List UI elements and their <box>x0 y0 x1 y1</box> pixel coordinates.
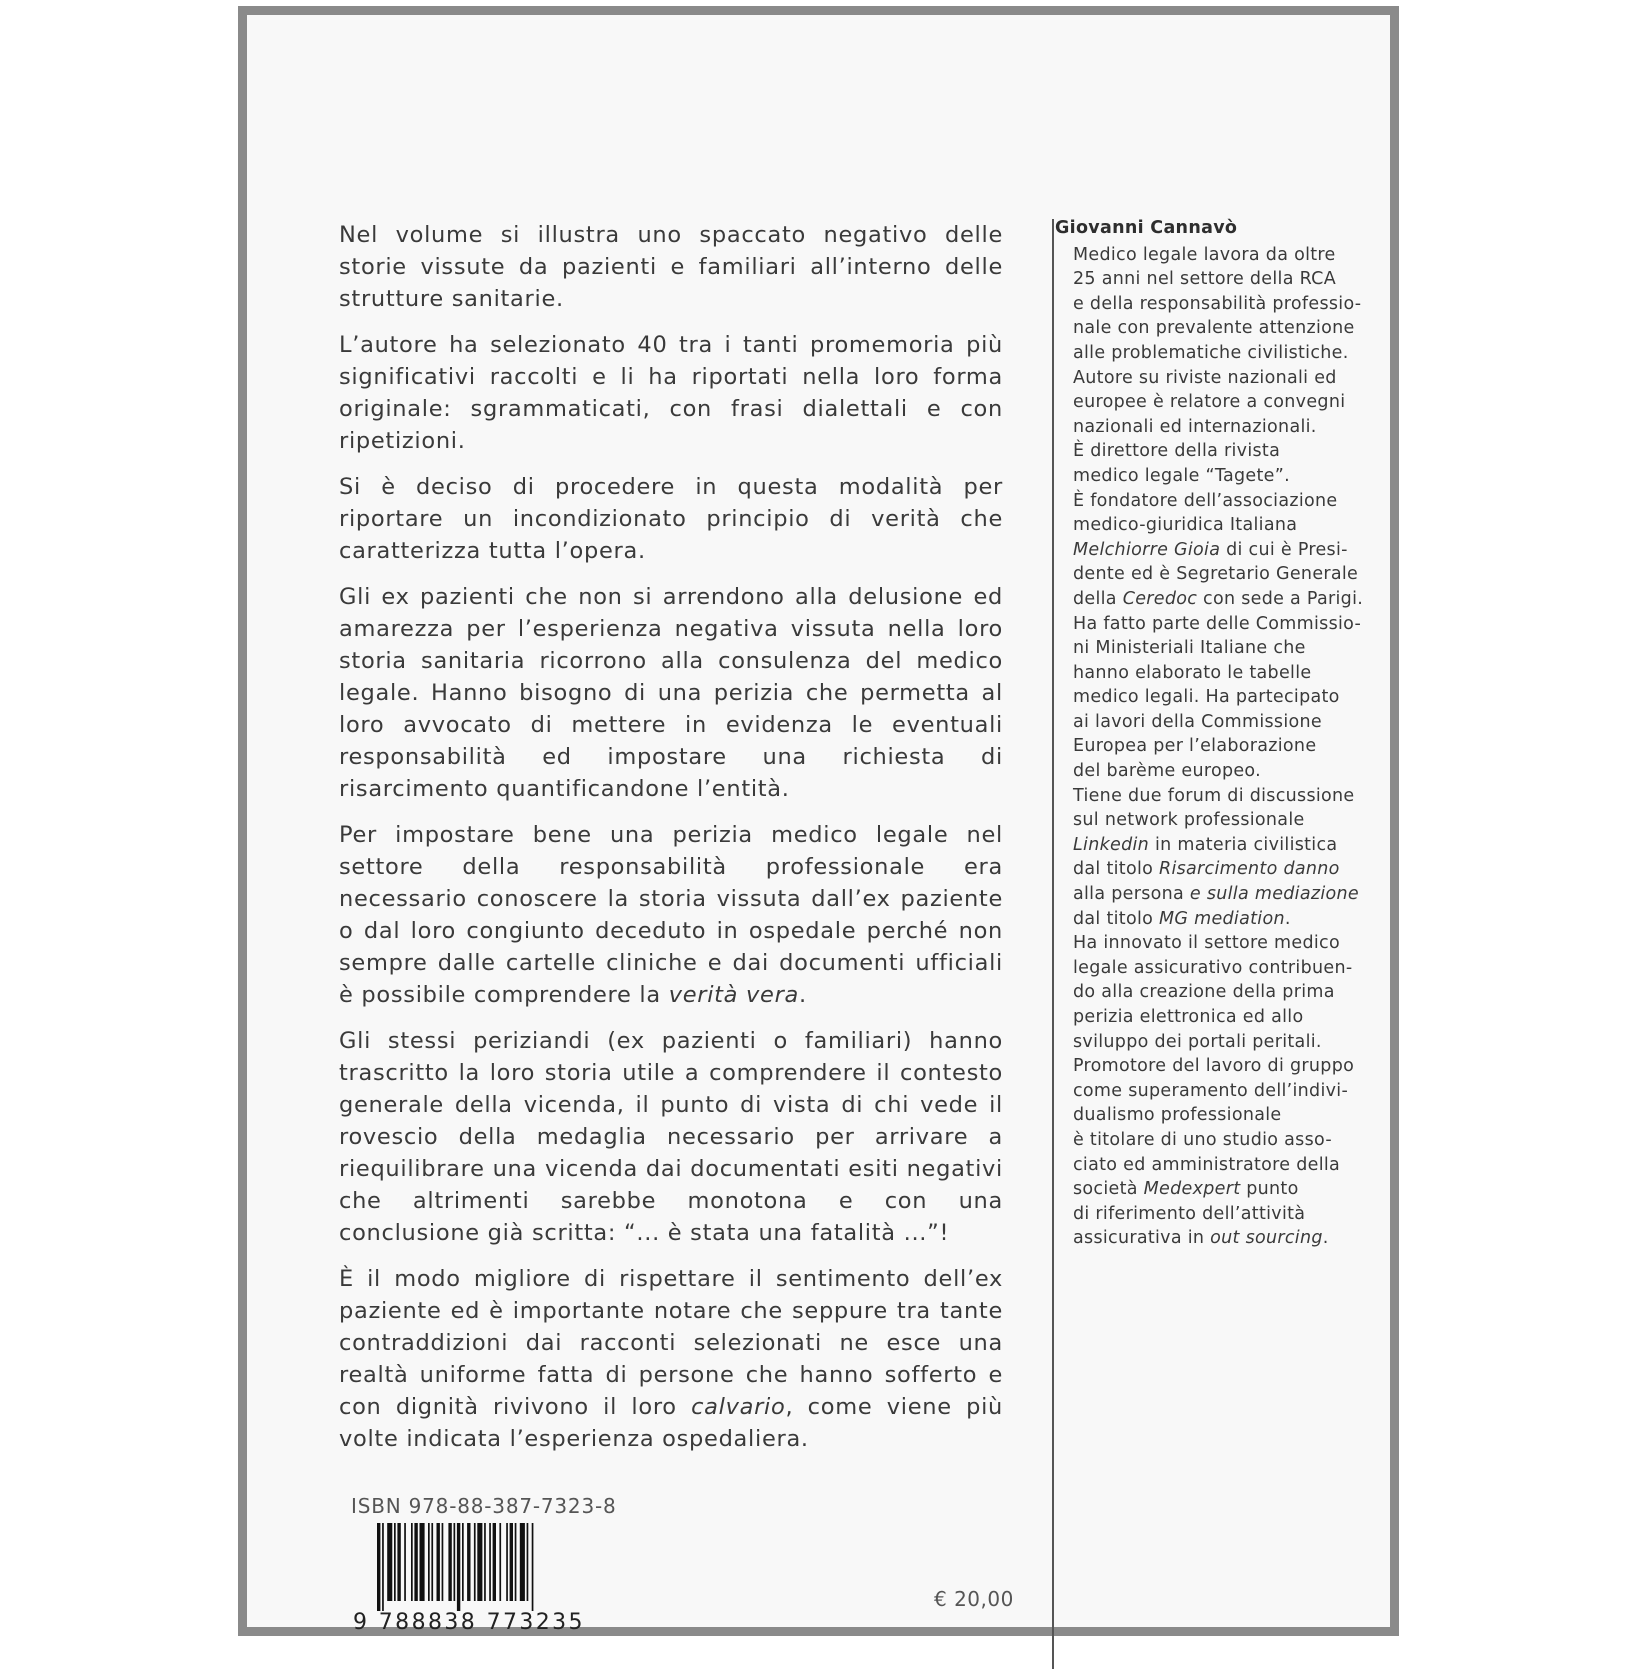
bio-text: Promotore del lavoro di gruppo <box>1073 1056 1355 1077</box>
bio-text: del barème europeo. <box>1073 761 1261 782</box>
bio-line <box>1073 833 1350 858</box>
barcode-bar <box>506 1523 508 1601</box>
author-name: Giovanni Cannavò <box>1055 218 1238 238</box>
bio-text: della <box>1073 588 1123 609</box>
bio-text: perizia elettronica ed allo <box>1073 1007 1304 1027</box>
bio-text-italic: e sulla mediazione <box>1184 884 1359 905</box>
bio-line <box>1073 1005 1350 1030</box>
price-label: € 20,00 <box>934 1587 1014 1611</box>
barcode-bar <box>489 1523 491 1601</box>
bio-text-italic: Risarcimento danno <box>1158 859 1340 880</box>
bio-text: punto <box>1240 1179 1299 1200</box>
bio-text: europee è relatore a convegni <box>1073 392 1346 413</box>
bio-text: . <box>1322 1228 1329 1249</box>
synopsis-paragraph: L’autore ha selezionato 40 tra i tanti promemoria più significativi raccolti e li ha riportati nella loro forma originale: sgrammaticati, con frasi dialettali e con ripetizioni. <box>339 332 1003 454</box>
barcode-bar <box>394 1523 396 1601</box>
bio-text: sul network professionale <box>1073 810 1305 831</box>
barcode-bar <box>448 1523 451 1601</box>
bio-line <box>1073 562 1359 587</box>
bio-line <box>1073 243 1350 268</box>
bio-line <box>1073 612 1362 637</box>
text-run-italic: verità vera <box>668 982 800 1008</box>
bio-text-italic: MG mediation <box>1158 908 1285 929</box>
barcode-bar <box>454 1523 456 1601</box>
bio-line <box>1073 1079 1350 1104</box>
barcode-bar <box>442 1523 444 1601</box>
synopsis-paragraph: Gli stessi periziandi (ex pazienti o familiari) hanno trascritto la loro storia utile a comprendere il contesto generale della vicenda, il punto di vista di chi vede il rovescio della medaglia necessario per arrivare a riequilibrare una vicenda dai documentati esiti negativi che altrimenti sarebbe monotona e con una conclusione già scritta: “... è stata una fatalità ...”! <box>339 1028 1003 1246</box>
bio-text: è titolare di uno studio asso- <box>1073 1129 1332 1150</box>
bio-text: alle problematiche civilistiche. <box>1073 342 1349 363</box>
bio-text: medico legali. Ha partecipato <box>1073 687 1340 708</box>
bio-line <box>1073 292 1362 317</box>
bio-line <box>1073 1153 1350 1178</box>
bio-line <box>1073 1177 1350 1202</box>
bio-text: ai lavori della Commissione <box>1073 711 1322 732</box>
bio-line <box>1073 931 1350 956</box>
text-run: . <box>799 982 807 1008</box>
bio-text: nale con prevalente attenzione <box>1073 318 1355 339</box>
barcode-bar <box>520 1523 525 1601</box>
bio-text: assicurativa in <box>1073 1228 1211 1249</box>
bio-line <box>1073 636 1350 661</box>
bio-line <box>1073 513 1350 538</box>
text-run: È il modo migliore di rispettare il sentimento dell’ex paziente ed è importante notare che seppure tra tante contraddizioni dai racconti selezionati ne esce una realtà uniforme fatta di persone che hanno sofferto e con dignità rivivono il loro <box>339 1266 1003 1420</box>
bio-text-italic: Medexpert <box>1143 1179 1241 1200</box>
bio-text: e della responsabilità professio- <box>1073 293 1362 314</box>
bio-text: È direttore della rivista <box>1073 441 1281 462</box>
bio-text: sviluppo dei portali peritali. <box>1073 1031 1322 1052</box>
barcode-bar <box>474 1523 476 1601</box>
bio-line <box>1073 882 1359 907</box>
barcode-bar <box>397 1523 400 1601</box>
bio-line <box>1073 661 1350 686</box>
bio-text: nazionali ed internazionali. <box>1073 416 1317 437</box>
isbn-label: ISBN 978-88-387-7323-8 <box>351 1494 617 1518</box>
barcode-bar <box>382 1523 384 1611</box>
barcode-bar <box>527 1523 529 1601</box>
barcode-bar <box>414 1523 417 1601</box>
bio-text: Tiene due forum di discussione <box>1073 785 1355 806</box>
bio-line <box>1073 439 1350 464</box>
bio-text: dualismo professionale <box>1073 1105 1282 1126</box>
book-back-cover <box>238 6 1399 1636</box>
bio-line <box>1073 538 1350 563</box>
barcode-digits: 9 788838 773235 <box>353 1610 585 1633</box>
bio-text: ciato ed amministratore della <box>1073 1154 1341 1175</box>
bio-line <box>1073 316 1355 341</box>
bio-text-italic: out sourcing <box>1210 1228 1323 1249</box>
bio-line <box>1073 341 1350 366</box>
synopsis-paragraph <box>339 819 1003 1011</box>
barcode-image <box>351 1523 593 1633</box>
bio-line <box>1073 1226 1350 1251</box>
barcode-bar <box>515 1523 517 1601</box>
bio-line <box>1073 489 1350 514</box>
bio-text: dente ed è Segretario Generale <box>1073 564 1359 585</box>
barcode-bar <box>457 1523 460 1611</box>
bio-line <box>1073 1030 1350 1055</box>
bio-text: . <box>1284 908 1291 929</box>
barcode-bar <box>462 1523 464 1601</box>
barcode-bar <box>411 1523 413 1601</box>
barcode-bar <box>437 1523 440 1601</box>
synopsis-paragraph <box>339 1263 1003 1455</box>
bio-text: Autore su riviste nazionali ed <box>1073 367 1337 388</box>
bio-line <box>1073 710 1350 735</box>
synopsis-paragraph: Si è deciso di procedere in questa modalità per riportare un incondizionato principio di verità che caratterizza tutta l’opera. <box>339 474 1003 564</box>
barcode-bar <box>428 1523 430 1601</box>
barcode-bar <box>431 1523 433 1601</box>
bio-line <box>1073 1202 1350 1227</box>
text-run-italic: calvario <box>691 1394 786 1420</box>
bio-line <box>1073 784 1355 809</box>
barcode-bar <box>377 1523 380 1611</box>
text-run: , come viene più volte indicata l’esperienza ospedaliera. <box>339 1394 1003 1452</box>
barcode-bar <box>420 1523 425 1601</box>
barcode-bar <box>404 1523 406 1601</box>
bio-line <box>1073 759 1350 784</box>
bio-line <box>1073 808 1350 833</box>
column-divider <box>1052 219 1054 1669</box>
bio-text-italic: Melchiorre Gioia <box>1073 539 1221 560</box>
bio-text: dal titolo <box>1073 908 1159 929</box>
bio-text: legale assicurativo contribuen- <box>1073 957 1353 978</box>
synopsis-text <box>339 219 1003 1469</box>
bio-text: medico-giuridica Italiana <box>1073 515 1298 536</box>
bio-text: È fondatore dell’associazione <box>1073 490 1338 511</box>
synopsis-paragraph: Gli ex pazienti che non si arrendono alla delusione ed amarezza per l’esperienza negativa vissuta nella loro storia sanitaria ricorrono alla consulenza del medico legale. Hanno bisogno di una perizia che permetta al loro avvocato di mettere in evidenza le eventuali responsabilità ed impostare una richiesta di risarcimento quantificandone l’entità. <box>339 584 1003 802</box>
bio-text: Ha fatto parte delle Commissio- <box>1073 613 1362 634</box>
barcode-bar <box>484 1523 486 1601</box>
bio-text: ni Ministeriali Italiane che <box>1073 638 1306 659</box>
bio-text: Europea per l’elaborazione <box>1073 736 1317 757</box>
author-bio <box>1073 243 1364 1251</box>
bio-text: come superamento dell’indivi- <box>1073 1080 1349 1101</box>
bio-text: Ha innovato il settore medico <box>1073 933 1340 954</box>
bio-line <box>1073 1054 1355 1079</box>
bio-line <box>1073 734 1350 759</box>
bio-line <box>1073 907 1350 932</box>
bio-line <box>1073 980 1350 1005</box>
bio-text: hanno elaborato le tabelle <box>1073 662 1312 683</box>
barcode-bar <box>387 1523 392 1601</box>
bio-line <box>1073 267 1350 292</box>
barcode-bar <box>499 1523 501 1601</box>
author-bio-column <box>1055 216 1364 1251</box>
barcode-bar <box>510 1523 513 1601</box>
bio-text: in materia civilistica <box>1149 834 1338 855</box>
bio-text: 25 anni nel settore della RCA <box>1073 269 1336 290</box>
synopsis-paragraph: Nel volume si illustra uno spaccato negativo delle storie vissute da pazienti e familiari all’interno delle strutture sanitarie. <box>339 222 1003 312</box>
bio-line <box>1073 587 1364 612</box>
text-run: Per impostare bene una perizia medico legale nel settore della responsabilità professionale era necessario conoscere la storia vissuta dall’ex paziente o dal loro congiunto deceduto in ospedale perché non sempre dalle cartelle cliniche e dai documenti ufficiali è possibile comprendere la <box>339 822 1003 1008</box>
bio-text: do alla creazione della prima <box>1073 982 1335 1003</box>
bio-line <box>1073 415 1350 440</box>
bio-text: alla persona <box>1073 884 1185 905</box>
bio-line <box>1073 464 1350 489</box>
bio-text: dal titolo <box>1073 859 1159 880</box>
bio-line <box>1073 1103 1350 1128</box>
bio-line <box>1073 390 1350 415</box>
bio-line <box>1073 1128 1350 1153</box>
bio-text: medico legale “Tagete”. <box>1073 465 1290 486</box>
barcode-bar <box>532 1523 534 1611</box>
barcode-bar <box>493 1523 496 1601</box>
bio-line <box>1073 366 1350 391</box>
bio-line <box>1073 685 1350 710</box>
bio-text: di riferimento dell’attività <box>1073 1203 1306 1224</box>
bio-text: Medico legale lavora da oltre <box>1073 244 1336 265</box>
bio-text: di cui è Presi- <box>1220 539 1348 560</box>
bio-line <box>1073 857 1350 882</box>
bio-text-italic: Linkedin <box>1073 834 1150 855</box>
barcode-bar <box>467 1523 470 1601</box>
bio-text-italic: Ceredoc <box>1122 588 1198 609</box>
barcode-bar <box>477 1523 482 1601</box>
bio-text: con sede a Parigi. <box>1197 588 1364 609</box>
bio-text: società <box>1073 1179 1144 1200</box>
bio-line <box>1073 956 1353 981</box>
